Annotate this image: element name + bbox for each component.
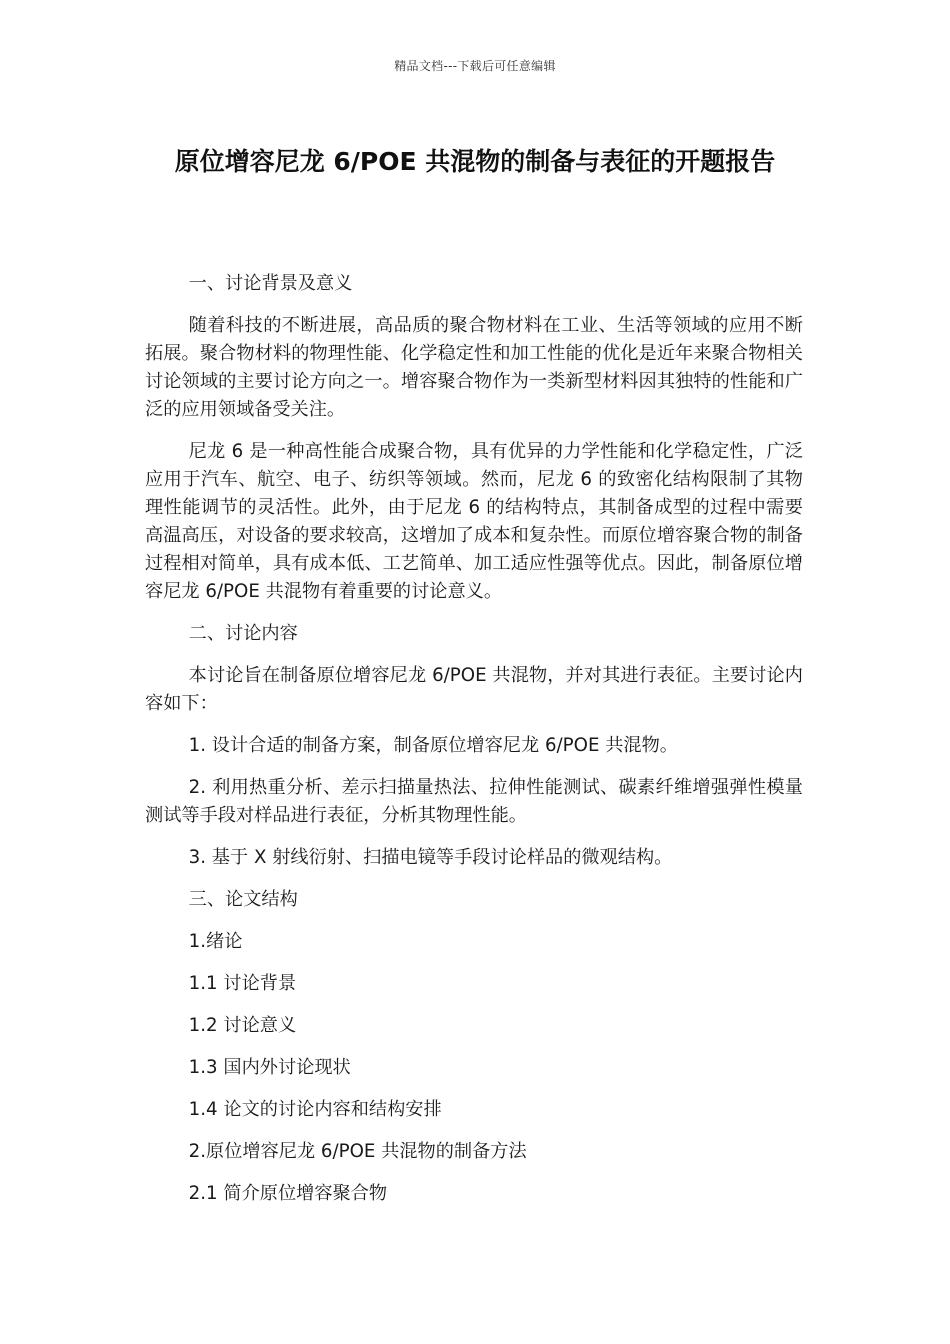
- outline-item: 1.3 国内外讨论现状: [188, 1057, 351, 1078]
- outline-item: 1.1 讨论背景: [188, 973, 297, 994]
- paragraph: 随着科技的不断进展，高品质的聚合物材料在工业、生活等领域的应用不断拓展。聚合物材料的物理性能、化学稳定性和加工性能的优化是近年来聚合物相关讨论领域的主要讨论方向之一。增容聚合物作为一类新型材料因其独特的性能和广泛的应用领域备受关注。: [145, 315, 803, 420]
- section-heading-background: 一、讨论背景及意义: [188, 273, 353, 294]
- list-item: 1. 设计合适的制备方案，制备原位增容尼龙 6/POE 共混物。: [188, 735, 678, 756]
- document-body: [145, 270, 803, 1222]
- section-heading-content: 二、讨论内容: [188, 623, 298, 644]
- page-header: 精品文档---下载后可任意编辑: [394, 59, 556, 73]
- paragraph: 尼龙 6 是一种高性能合成聚合物，具有优异的力学性能和化学稳定性，广泛应用于汽车、航空、电子、纺织等领域。然而，尼龙 6 的致密化结构限制了其物理性能调节的灵活性。此外，由于尼龙 6 的结构特点，其制备成型的过程中需要高温高压，对设备的要求较高，这增加了成本和复杂性。而原位增容聚合物的制备过程相对简单，具有成本低、工艺简单、加工适应性强等优点。因此，制备原位增容尼龙 6/POE 共混物有着重要的讨论意义。: [145, 441, 803, 602]
- outline-item: 2.原位增容尼龙 6/POE 共混物的制备方法: [188, 1141, 527, 1162]
- document-title: 原位增容尼龙 6/POE 共混物的制备与表征的开题报告: [174, 147, 776, 176]
- paragraph: 本讨论旨在制备原位增容尼龙 6/POE 共混物，并对其进行表征。主要讨论内容如下：: [145, 665, 803, 714]
- section-heading-structure: 三、论文结构: [188, 889, 298, 910]
- outline-item: 1.绪论: [188, 931, 243, 952]
- outline-item: 1.4 论文的讨论内容和结构安排: [188, 1099, 442, 1120]
- list-item: 3. 基于 X 射线衍射、扫描电镜等手段讨论样品的微观结构。: [188, 847, 673, 868]
- outline-item: 2.1 简介原位增容聚合物: [188, 1183, 388, 1204]
- list-item: 2. 利用热重分析、差示扫描量热法、拉伸性能测试、碳素纤维增强弹性模量测试等手段对样品进行表征，分析其物理性能。: [145, 777, 803, 826]
- outline-item: 1.2 讨论意义: [188, 1015, 297, 1036]
